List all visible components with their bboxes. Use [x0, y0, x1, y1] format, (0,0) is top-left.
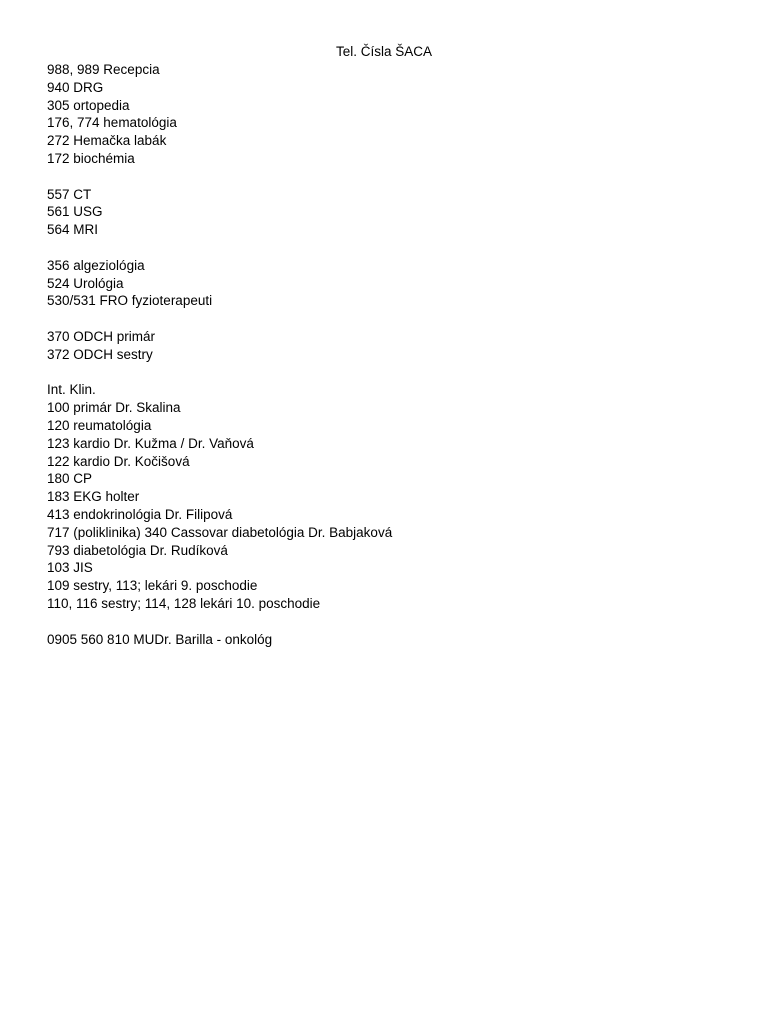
- list-item: 180 CP: [47, 471, 93, 487]
- list-item: 122 kardio Dr. Kočišová: [47, 453, 190, 469]
- list-item: 120 reumatológia: [47, 417, 152, 433]
- list-item: 372 ODCH sestry: [47, 346, 153, 362]
- list-item: 988, 989 Recepcia: [47, 62, 160, 77]
- list-item: 109 sestry, 113; lekári 9. poschodie: [47, 578, 258, 594]
- spacer: [47, 239, 747, 257]
- list-item: 530/531 FRO fyzioterapeuti: [47, 293, 213, 309]
- list-item: 370 ODCH primár: [47, 328, 156, 344]
- list-item: 100 primár Dr. Skalina: [47, 400, 181, 416]
- list-item: 103 JIS: [47, 560, 93, 576]
- list-item: 717 (poliklinika) 340 Cassovar diabetológia Dr. Babjaková: [47, 524, 393, 540]
- spacer: [47, 613, 747, 631]
- list-item: 183 EKG holter: [47, 489, 140, 505]
- list-item: 793 diabetológia Dr. Rudíková: [47, 542, 228, 558]
- list-item: 561 USG: [47, 204, 103, 220]
- list-item: 940 DRG: [47, 79, 104, 95]
- list-item: 172 biochémia: [47, 150, 135, 166]
- list-item: 272 Hemačka labák: [47, 133, 167, 149]
- list-item: 0905 560 810 MUDr. Barilla - onkológ: [47, 631, 273, 647]
- list-item: 305 ortopedia: [47, 97, 130, 113]
- list-item: 356 algeziológia: [47, 257, 145, 273]
- list-item: 176, 774 hematológia: [47, 115, 177, 131]
- list-item: 123 kardio Dr. Kužma / Dr. Vaňová: [47, 435, 254, 451]
- list-item: 557 CT: [47, 186, 92, 202]
- section-heading: Int. Klin.: [47, 382, 96, 398]
- list-item: 110, 116 sestry; 114, 128 lekári 10. poschodie: [47, 595, 321, 611]
- list-item: 413 endokrinológia Dr. Filipová: [47, 506, 233, 522]
- list-item: 564 MRI: [47, 222, 99, 238]
- list-item: 524 Urológia: [47, 275, 124, 291]
- spacer: [47, 310, 747, 328]
- spacer: [47, 168, 747, 186]
- spacer: [47, 364, 747, 382]
- phone-list: [47, 61, 747, 648]
- document-title: Tel. Čísla ŠACA: [335, 44, 433, 59]
